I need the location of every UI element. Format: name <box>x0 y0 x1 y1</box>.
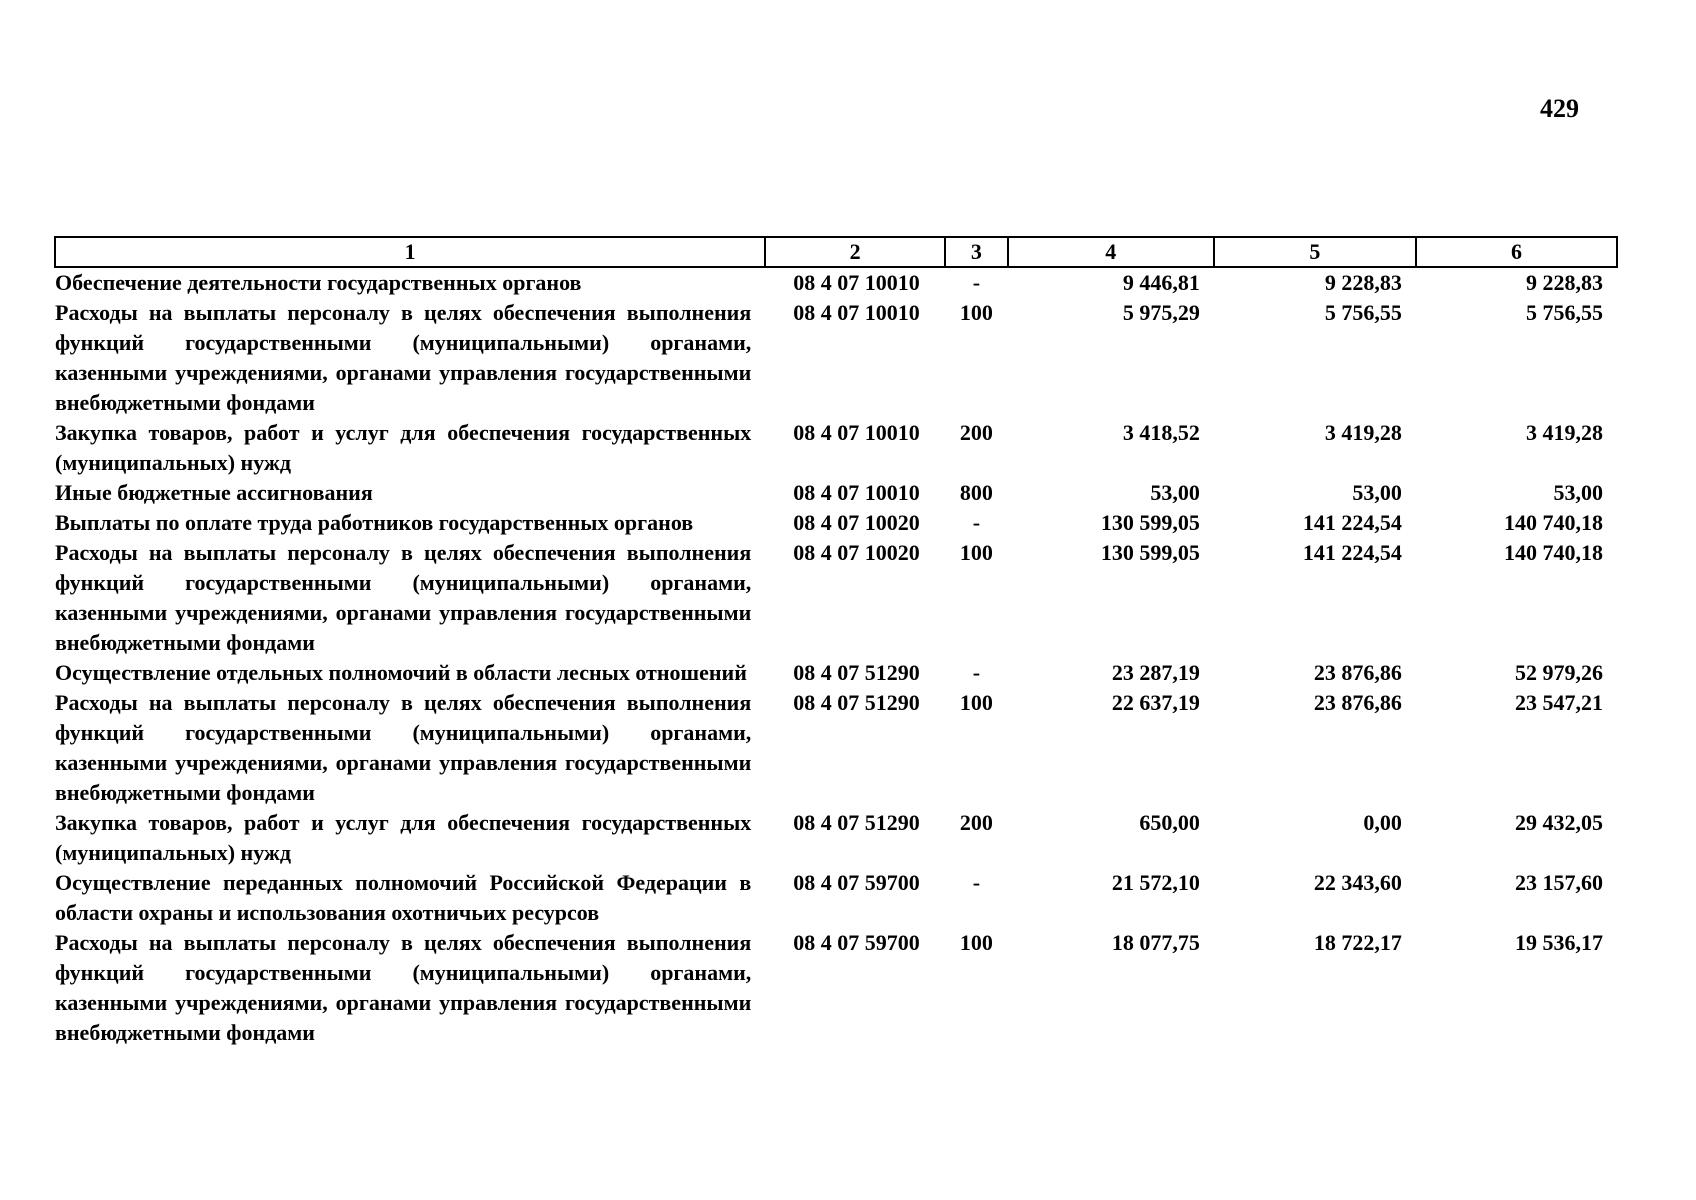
budget-code: 08 4 07 10020 <box>793 510 920 535</box>
amount-col-5: 9 228,83 <box>1324 270 1402 295</box>
amount-col-6: 140 740,18 <box>1504 540 1603 565</box>
amount-col-5: 141 224,54 <box>1302 540 1402 565</box>
expense-type: - <box>972 510 981 535</box>
expense-type: 100 <box>959 300 993 325</box>
amount-col-5: 5 756,55 <box>1324 300 1402 325</box>
expense-name: Иные бюджетные ассигнования <box>55 480 373 505</box>
amount-col-6: 23 157,60 <box>1515 870 1603 895</box>
expense-type: 800 <box>959 480 993 505</box>
amount-col-4: 3 418,52 <box>1122 420 1200 445</box>
amount-col-4: 53,00 <box>1150 480 1200 505</box>
expense-name: Расходы на выплаты персоналу в целях обеспечения выполнения функций государственными (муниципальными) органами, казенными учреждениями, органами управления государственными внебюджетными фондами <box>55 540 752 655</box>
amount-col-6: 9 228,83 <box>1526 270 1603 295</box>
expense-type: 100 <box>959 540 993 565</box>
amount-col-4: 22 637,19 <box>1111 690 1200 715</box>
amount-col-5: 53,00 <box>1352 480 1402 505</box>
table-row <box>55 267 1617 298</box>
budget-code: 08 4 07 51290 <box>793 690 920 715</box>
amount-col-5: 141 224,54 <box>1302 510 1402 535</box>
table-row <box>55 538 1617 658</box>
expense-name: Осуществление переданных полномочий Российской Федерации в области охраны и использования охотничьих ресурсов <box>55 870 752 925</box>
budget-code: 08 4 07 51290 <box>793 660 920 685</box>
expense-type: - <box>972 660 981 685</box>
expense-name: Расходы на выплаты персоналу в целях обеспечения выполнения функций государственными (муниципальными) органами, казенными учреждениями, органами управления государственными внебюджетными фондами <box>55 930 752 1045</box>
table-row <box>55 478 1617 508</box>
expense-name: Закупка товаров, работ и услуг для обеспечения государственных (муниципальных) нужд <box>55 420 752 475</box>
amount-col-5: 3 419,28 <box>1324 420 1402 445</box>
budget-code: 08 4 07 59700 <box>793 930 920 955</box>
amount-col-6: 3 419,28 <box>1526 420 1603 445</box>
amount-col-5: 18 722,17 <box>1313 930 1402 955</box>
amount-col-6: 23 547,21 <box>1515 690 1603 715</box>
amount-col-5: 23 876,86 <box>1313 660 1402 685</box>
expense-name: Выплаты по оплате труда работников государственных органов <box>55 510 694 535</box>
column-header: 2 <box>765 237 945 267</box>
budget-code: 08 4 07 10020 <box>793 540 920 565</box>
column-header: 1 <box>55 237 765 267</box>
budget-code: 08 4 07 10010 <box>793 270 920 295</box>
amount-col-4: 21 572,10 <box>1111 870 1200 895</box>
table-row <box>55 688 1617 808</box>
expense-name: Осуществление отдельных полномочий в области лесных отношений <box>55 660 747 685</box>
amount-col-5: 0,00 <box>1363 810 1402 835</box>
budget-code: 08 4 07 10010 <box>793 420 920 445</box>
column-header: 3 <box>945 237 1008 267</box>
amount-col-5: 22 343,60 <box>1313 870 1402 895</box>
expense-type: 200 <box>959 420 993 445</box>
amount-col-6: 52 979,26 <box>1515 660 1603 685</box>
column-header: 6 <box>1416 237 1617 267</box>
table-row <box>55 808 1617 868</box>
amount-col-4: 650,00 <box>1139 810 1200 835</box>
amount-col-4: 5 975,29 <box>1122 300 1200 325</box>
expense-type: 100 <box>959 690 993 715</box>
amount-col-4: 9 446,81 <box>1122 270 1200 295</box>
budget-code: 08 4 07 51290 <box>793 810 920 835</box>
budget-code: 08 4 07 10010 <box>793 300 920 325</box>
column-header: 4 <box>1008 237 1214 267</box>
budget-code: 08 4 07 10010 <box>793 480 920 505</box>
amount-col-4: 130 599,05 <box>1100 540 1200 565</box>
table-row <box>55 868 1617 928</box>
amount-col-6: 29 432,05 <box>1515 810 1603 835</box>
table-row <box>55 418 1617 478</box>
amount-col-5: 23 876,86 <box>1313 690 1402 715</box>
amount-col-6: 53,00 <box>1553 480 1603 505</box>
table-row <box>55 928 1617 1048</box>
page-number: 429 <box>1540 94 1579 123</box>
amount-col-6: 5 756,55 <box>1526 300 1603 325</box>
expense-type: 100 <box>959 930 993 955</box>
table-row <box>55 658 1617 688</box>
expense-name: Расходы на выплаты персоналу в целях обеспечения выполнения функций государственными (муниципальными) органами, казенными учреждениями, органами управления государственными внебюджетными фондами <box>55 690 752 805</box>
expense-name: Закупка товаров, работ и услуг для обеспечения государственных (муниципальных) нужд <box>55 810 752 865</box>
budget-table <box>54 236 1618 1048</box>
amount-col-4: 23 287,19 <box>1111 660 1200 685</box>
expense-type: - <box>972 870 981 895</box>
table-header-row <box>55 237 1617 267</box>
table-row <box>55 298 1617 418</box>
amount-col-4: 18 077,75 <box>1111 930 1200 955</box>
amount-col-6: 19 536,17 <box>1515 930 1603 955</box>
budget-code: 08 4 07 59700 <box>793 870 920 895</box>
expense-name: Расходы на выплаты персоналу в целях обеспечения выполнения функций государственными (муниципальными) органами, казенными учреждениями, органами управления государственными внебюджетными фондами <box>55 300 752 415</box>
expense-name: Обеспечение деятельности государственных органов <box>55 270 582 295</box>
column-header: 5 <box>1214 237 1416 267</box>
table-row <box>55 508 1617 538</box>
amount-col-4: 130 599,05 <box>1100 510 1200 535</box>
expense-type: 200 <box>959 810 993 835</box>
expense-type: - <box>972 270 981 295</box>
amount-col-6: 140 740,18 <box>1504 510 1603 535</box>
